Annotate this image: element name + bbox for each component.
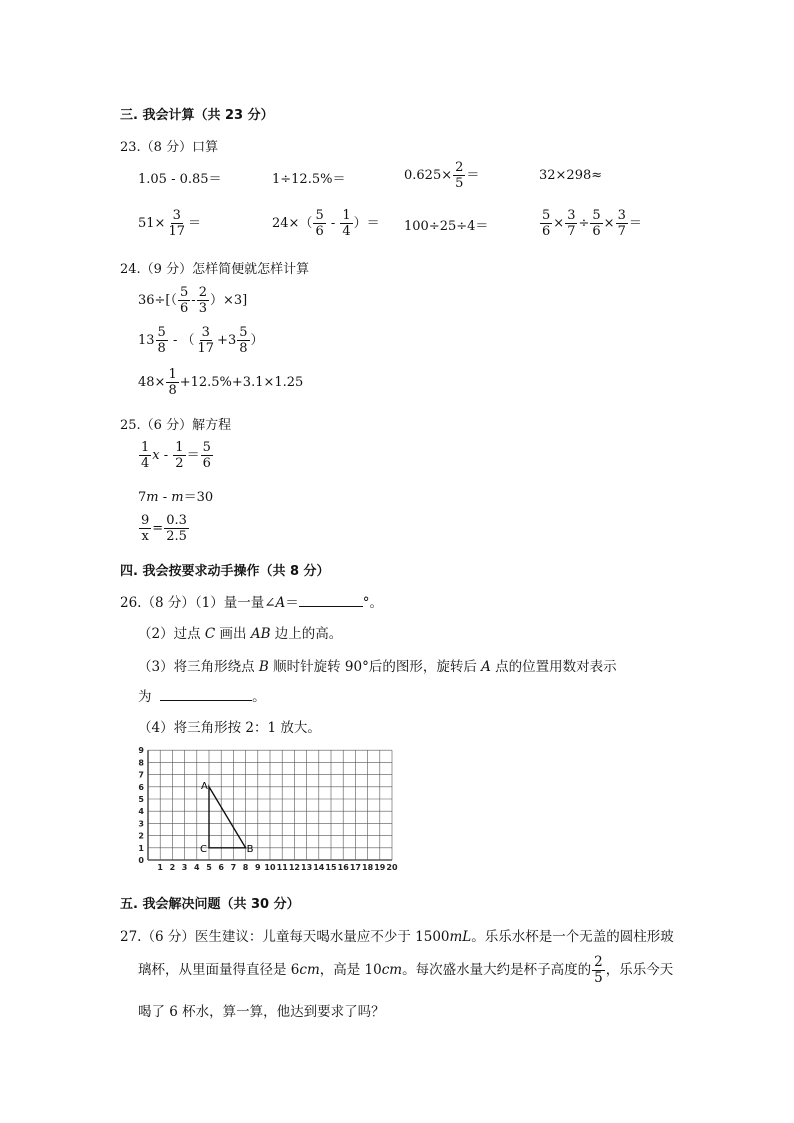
q26-part3: （3）将三角形绕点 B 顺时针旋转 90°后的图形，旋转后 A 点的位置用数对表示 xyxy=(138,659,617,675)
q27-line1: 27.（6 分）医生建议：儿童每天喝水量应不少于 1500mL。乐乐水杯是一个无盖的圆柱形玻 xyxy=(120,929,674,945)
section-3-title: 三. 我会计算（共 23 分） xyxy=(120,108,274,123)
x-tick-label: 3 xyxy=(181,863,188,872)
q27-line2: 璃杯，从里面量得直径是 6cm，高是 10cm。每次盛水量大约是杯子高度的 $\frac{2}{5}$ ，乐乐今天 xyxy=(138,954,674,986)
x-tick-label: 15 xyxy=(325,863,337,872)
x-tick-label: 17 xyxy=(349,863,361,872)
y-tick-label: 2 xyxy=(138,831,144,841)
x-tick-label: 2 xyxy=(169,863,176,872)
y-tick-label: 7 xyxy=(138,770,144,780)
triangle-abc xyxy=(209,787,246,848)
q24-item-c: 48× $\frac{1}{8}$ +12.5%+3.1×1.25 xyxy=(138,367,304,398)
q23-item-a: 1.05 - 0.85＝ xyxy=(138,172,222,187)
vertex-label-c: C xyxy=(200,843,207,855)
x-tick-label: 14 xyxy=(313,863,325,872)
q26-part4: （4）将三角形按 2：1 放大。 xyxy=(138,720,321,736)
y-tick-label: 3 xyxy=(138,819,144,829)
y-tick-label: 5 xyxy=(138,795,144,804)
q24-item-b: 13 $\frac{5}{8}$ - （ $\frac{3}{17}$ +3 $\frac{5}{8}$ ） xyxy=(138,325,264,356)
angle-answer-blank[interactable] xyxy=(299,606,363,607)
y-tick-label: 9 xyxy=(138,746,144,756)
coordinate-grid xyxy=(130,740,402,874)
x-tick-label: 4 xyxy=(194,863,200,872)
q23-item-c: 0.625× $\frac{2}{5}$ ＝ xyxy=(404,160,480,191)
q25-item-b: 7m - m＝30 xyxy=(138,490,214,505)
x-tick-label: 16 xyxy=(337,863,349,872)
coordinate-answer-blank[interactable] xyxy=(160,700,252,701)
x-tick-label: 20 xyxy=(386,863,398,872)
x-tick-label: 11 xyxy=(276,863,288,872)
q23-item-e: 51× $\frac{3}{17}$ ＝ xyxy=(138,208,201,239)
x-tick-label: 18 xyxy=(362,863,374,872)
q25-item-a: $\frac{1}{4}$ x - $\frac{1}{2}$ ＝ $\frac{5}{6}$ xyxy=(141,440,211,471)
q23-item-h: $\frac{5}{6}$ × $\frac{3}{7}$ ÷ $\frac{5}{6}$ × $\frac{3}{7}$ ＝ xyxy=(542,208,642,239)
q23-item-d: 32×298≈ xyxy=(539,168,603,183)
y-tick-label: 0 xyxy=(138,856,144,865)
y-tick-label: 6 xyxy=(138,782,144,792)
x-tick-label: 6 xyxy=(218,863,224,872)
section-5-title: 五. 我会解决问题（共 30 分） xyxy=(120,897,300,912)
x-tick-label: 7 xyxy=(230,863,237,872)
y-tick-label: 1 xyxy=(138,843,144,853)
q26-part2: （2）过点 C 画出 AB 边上的高。 xyxy=(138,626,343,642)
q26-part3-line2: 为 。 xyxy=(138,689,266,705)
y-tick-label: 8 xyxy=(138,758,144,768)
vertex-label-a: A xyxy=(201,780,208,792)
q23-item-g: 100÷25÷4＝ xyxy=(404,219,489,234)
y-tick-label: 4 xyxy=(138,807,144,817)
vertex-label-b: B xyxy=(246,843,254,855)
x-tick-label: 5 xyxy=(206,863,212,872)
q25-label: 25.（6 分）解方程 xyxy=(120,418,232,433)
q23-label: 23.（8 分）口算 xyxy=(120,140,219,155)
q24-label: 24.（9 分）怎样简便就怎样计算 xyxy=(120,262,310,277)
x-tick-label: 8 xyxy=(242,863,249,872)
x-tick-label: 19 xyxy=(374,863,386,872)
x-tick-label: 12 xyxy=(288,863,300,872)
q26-part1: 26.（8 分）（1）量一量∠A＝ °。 xyxy=(120,595,384,611)
q23-item-f: 24×（ $\frac{5}{6}$ - $\frac{1}{4}$ ）＝ xyxy=(272,208,380,239)
x-tick-label: 10 xyxy=(264,863,276,872)
q25-item-c: $\frac{9}{x}$ = $\frac{0.3}{2.5}$ xyxy=(141,513,187,544)
section-4-title: 四. 我会按要求动手操作（共 8 分） xyxy=(120,564,330,579)
q24-item-a: 36÷[（ $\frac{5}{6}$ - $\frac{2}{3}$ ）×3] xyxy=(138,285,248,316)
x-tick-label: 13 xyxy=(301,863,313,872)
x-tick-label: 9 xyxy=(255,863,261,872)
q23-item-b: 1÷12.5%＝ xyxy=(272,172,346,187)
q27-line3: 喝了 6 杯水，算一算，他达到要求了吗？ xyxy=(138,1004,385,1020)
x-tick-label: 1 xyxy=(157,863,163,872)
